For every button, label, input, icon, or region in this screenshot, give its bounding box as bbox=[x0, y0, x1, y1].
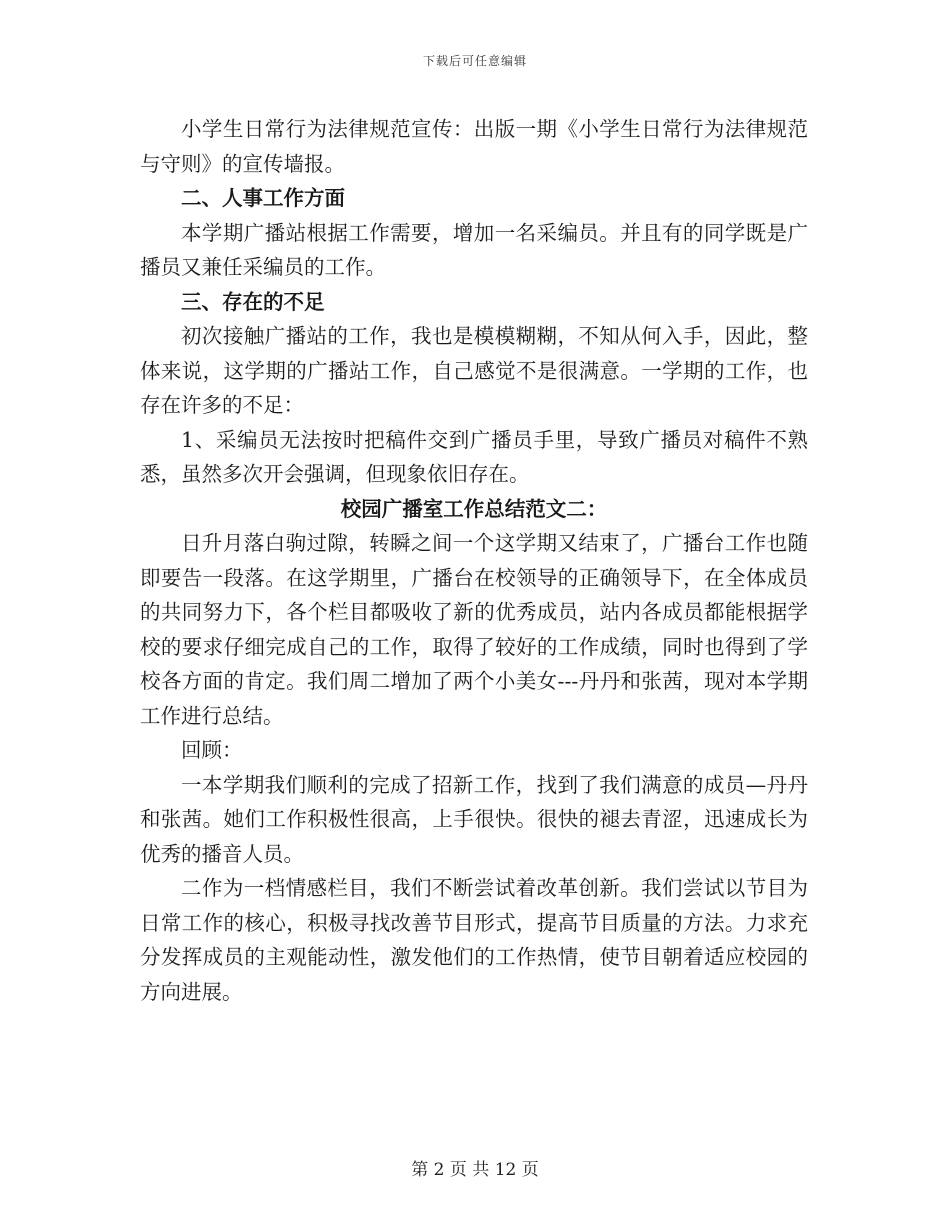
section-heading-personnel: 二、人事工作方面 bbox=[181, 186, 345, 210]
paragraph-legal-publicity: 小学生日常行为法律规范宣传：出版一期《小学生日常行为法律规范与守则》的宣传墙报。 bbox=[140, 117, 808, 176]
paragraph-review-1: 一本学期我们顺利的完成了招新工作，找到了我们满意的成员—丹丹和张茜。她们工作积极性很高，上手很快。很快的褪去青涩，迅速成长为优秀的播音人员。 bbox=[140, 772, 808, 866]
page-number: 第 2 页 共 12 页 bbox=[411, 1160, 539, 1180]
paragraph-summary-intro: 日升月落白驹过隙，转瞬之间一个这学期又结束了，广播台工作也随即要告一段落。在这学期里，广播台在校领导的正确领导下，在全体成员的共同努力下，各个栏目都吸收了新的优秀成员，站内各成员都能根据学校的要求仔细完成自己的工作，取得了较好的工作成绩，同时也得到了学校各方面的肯定。我们周二增加了两个小美女---丹丹和张茜，现对本学期工作进行总结。 bbox=[140, 531, 808, 728]
paragraph-review-label: 回顾： bbox=[181, 738, 243, 762]
paragraph-review-2: 二作为一档情感栏目，我们不断尝试着改革创新。我们尝试以节目为日常工作的核心，积极寻找改善节目形式，提高节目质量的方法。力求充分发挥成员的主观能动性，激发他们的工作热情，使节目朝着适应校园的方向进展。 bbox=[140, 876, 808, 1004]
paragraph-shortcoming-1: 1、采编员无法按时把稿件交到广播员手里，导致广播员对稿件不熟悉，虽然多次开会强调，但现象依旧存在。 bbox=[140, 427, 808, 486]
page-header: 下载后可任意编辑 bbox=[422, 54, 527, 68]
article-title-two: 校园广播室工作总结范文二： bbox=[340, 496, 608, 521]
section-heading-shortcomings: 三、存在的不足 bbox=[181, 289, 325, 314]
paragraph-shortcomings-intro: 初次接触广播站的工作，我也是模模糊糊，不知从何入手，因此，整体来说，这学期的广播站工作，自己感觉不是很满意。一学期的工作，也存在许多的不足： bbox=[140, 324, 808, 417]
paragraph-personnel: 本学期广播站根据工作需要，增加一名采编员。并且有的同学既是广播员又兼任采编员的工作。 bbox=[140, 220, 808, 279]
document-body bbox=[140, 112, 808, 1009]
